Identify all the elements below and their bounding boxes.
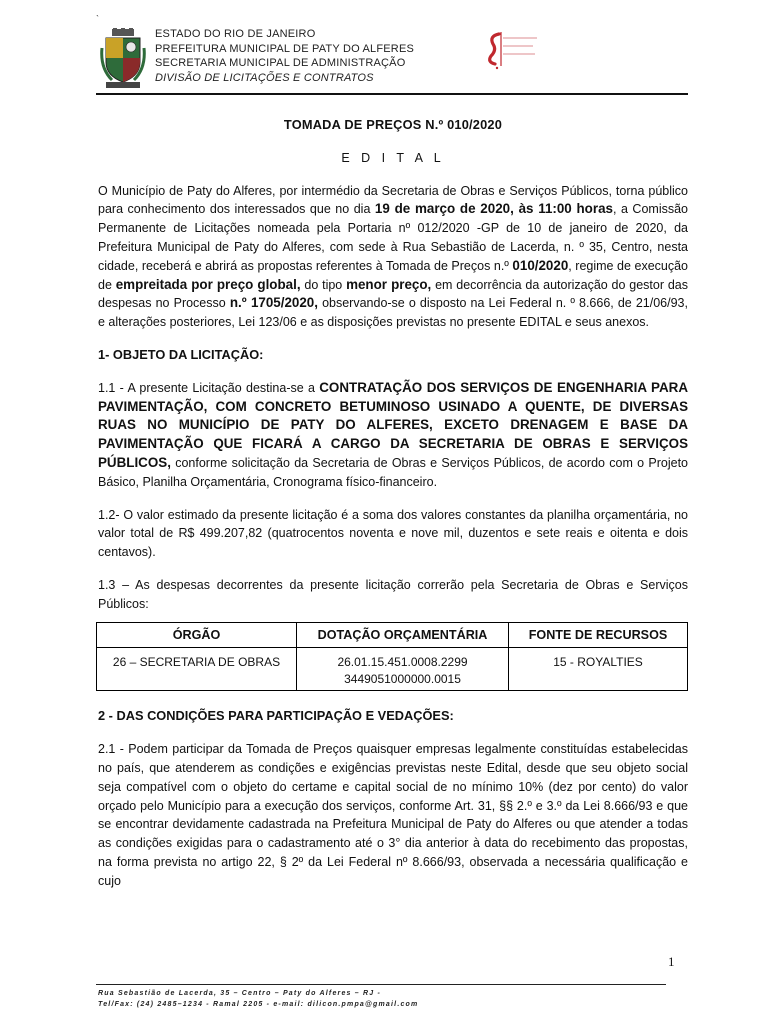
letterhead xyxy=(155,27,414,85)
budget-table xyxy=(96,622,688,692)
dotacao-line-2: 3449051000000.0015 xyxy=(344,672,461,687)
table-row xyxy=(97,648,688,691)
letterhead-secretariat: SECRETARIA MUNICIPAL DE ADMINISTRAÇÃO xyxy=(155,57,406,69)
footer xyxy=(98,988,418,1010)
letterhead-division: DIVISÃO DE LICITAÇÕES E CONTRATOS xyxy=(155,71,374,84)
intro-paragraph: O Município de Paty do Alferes, por intermédio da Secretaria de Obras e Serviços Públicos, torna público para conhecimento dos interessados que no dia 19 de março de 2020, às 11:00 horas, a Comissão Permanente de Licitações nomeada pela Portaria nº 012/2020 -GP de 10 de janeiro de 2020, da Prefeitura Municipal de Paty do Alferes, com sede à Rua Sebastião de Lacerda, n. º 35, Centro, nesta cidade, receberá e abrirá as propostas referentes à Tomada de Preços n.º 010/2020, regime de execução de empreitada por preço global, do tipo menor preço, em decorrência da autorização do gestor das despesas no Processo n.º 1705/2020, observando-se o disposto na Lei Federal n. º 8.666, de 21/06/93, e alterações posteriores, Lei 123/06 e as disposições previstas no presente EDITAL e seus anexos. xyxy=(98,183,688,330)
page-number: 1 xyxy=(668,954,675,969)
dotacao-line-1: 26.01.15.451.0008.2299 xyxy=(337,655,468,670)
letterhead-prefecture: PREFEITURA MUNICIPAL DE PATY DO ALFERES xyxy=(155,42,415,55)
document-subtitle: E D I T A L xyxy=(341,150,445,165)
cell-fonte: 15 - ROYALTIES xyxy=(509,648,688,691)
footer-contact: Tel/Fax: (24) 2485–1234 - Ramal 2205 - e-mail: dilicon.pmpa@gmail.com xyxy=(98,1001,419,1008)
section-2-heading: 2 - DAS CONDIÇÕES PARA PARTICIPAÇÃO E VEDAÇÕES: xyxy=(98,708,454,724)
clause-1-2: 1.2- O valor estimado da presente licitação é a soma dos valores constantes da planilha orçamentária, no valor total de R$ 499.207,82 (quatrocentos noventa e nove mil, duzentos e sete reais e oitenta e dois centavos). xyxy=(98,507,688,560)
clause-1-1: 1.1 - A presente Licitação destina-se a CONTRATAÇÃO DOS SERVIÇOS DE ENGENHARIA PARA PAVIMENTAÇÃO, COM CONCRETO BETUMINOSO USINADO A QUENTE, DE DIVERSAS RUAS NO MUNICÍPIO DE PATY DO ALFERES, EXCETO DRENAGEM E BASE DA PAVIMENTAÇÃO QUE FICARÁ A CARGO DA SECRETARIA DE OBRAS E SERVIÇOS PÚBLICOS, conforme solicitação da Secretaria de Obras e Serviços Públicos, de acordo com o Projeto Básico, Planilha Orçamentária, Cronograma físico-financeiro. xyxy=(98,379,688,489)
corner-mark: ` xyxy=(96,14,99,24)
footer-divider xyxy=(96,984,666,985)
municipal-crest-icon xyxy=(100,28,146,90)
clause-1-3: 1.3 – As despesas decorrentes da presente licitação correrão pela Secretaria de Obras e Serviços Públicos: xyxy=(98,577,688,611)
object-description: CONTRATAÇÃO DOS SERVIÇOS DE ENGENHARIA PARA PAVIMENTAÇÃO, COM CONCRETO BETUMINOSO USINADO A QUENTE, DE DIVERSAS RUAS NO MUNICÍPIO DE PATY DO ALFERES, EXCETO DRENAGEM E BASE DA PAVIMENTAÇÃO QUE FICARÁ A CARGO DA SECRETARIA DE OBRAS E SERVIÇOS PÚBLICOS, xyxy=(98,379,688,470)
process-number: n.º 1705/2020, xyxy=(229,295,318,311)
secretariat-logo-icon xyxy=(487,30,547,70)
footer-address: Rua Sebastião de Lacerda, 35 – Centro – Paty do Alferes – RJ - xyxy=(98,990,382,997)
tender-number: 010/2020 xyxy=(512,257,569,273)
header-divider xyxy=(96,93,688,95)
table-header-row xyxy=(97,622,688,648)
cell-dotacao xyxy=(297,648,509,691)
clause-2-1: 2.1 - Podem participar da Tomada de Preços quaisquer empresas legalmente constituídas estabelecidas no país, que atenderem as condições e exigências previstas neste Edital, desde que seu objeto social seja compatível com o objeto do certame e capital social de no mínimo 10% (dez por cento) do valor orçado pelo Município para a execução dos serviços, conforme Art. 31, §§ 2.º e 3.º da Lei 8.666/93 e que se encontrar devidamente cadastrada na Prefeitura Municipal de Paty do Alferes ou que atender a todas as condições exigidas para o cadastramento até o 3° dia anterior à data do recebimento das propostas, na forma prevista no artigo 22, § 2º da Lei Federal nº 8.666/93, observada a necessária qualificação e cujo xyxy=(98,742,688,888)
tender-type: menor preço, xyxy=(346,276,432,292)
col-fonte: FONTE DE RECURSOS xyxy=(509,622,688,648)
section-1-heading: 1- OBJETO DA LICITAÇÃO: xyxy=(98,346,264,362)
document-body xyxy=(98,116,688,905)
document-title: TOMADA DE PREÇOS N.º 010/2020 xyxy=(283,117,503,132)
col-orgao: ÓRGÃO xyxy=(97,622,297,648)
col-dotacao: DOTAÇÃO ORÇAMENTÁRIA xyxy=(297,622,509,648)
execution-regime: empreitada por preço global, xyxy=(115,276,301,292)
session-date: 19 de março de 2020, às 11:00 horas xyxy=(374,201,613,217)
cell-orgao: 26 – SECRETARIA DE OBRAS xyxy=(97,648,297,691)
letterhead-state: ESTADO DO RIO DE JANEIRO xyxy=(155,28,316,40)
